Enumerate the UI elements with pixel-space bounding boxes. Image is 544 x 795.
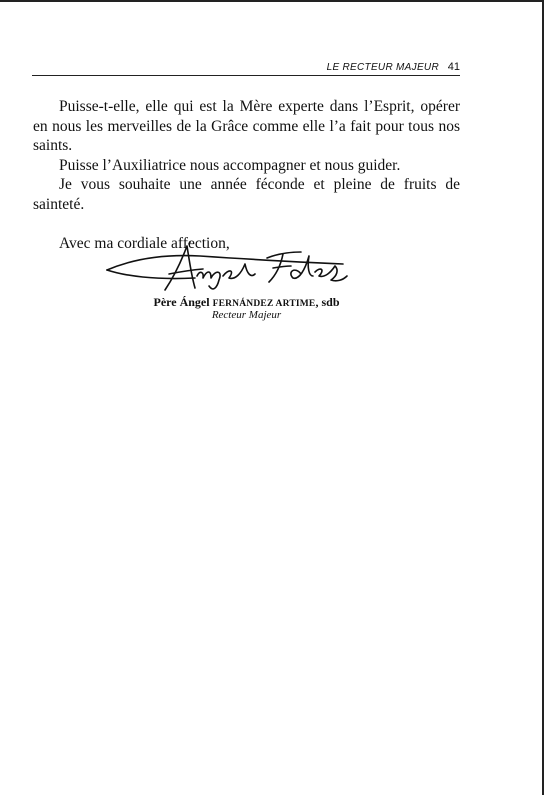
running-header-title: LE RECTEUR MAJEUR: [326, 62, 439, 73]
signatory-surname: FERNÁNDEZ ARTIME: [212, 299, 316, 309]
letter-body: [33, 97, 460, 253]
signature-image: [105, 240, 355, 300]
paragraph: Je vous souhaite une année féconde et pleine de fruits de sainteté.: [33, 176, 460, 213]
closing-line: Avec ma cordiale affection,: [59, 234, 230, 252]
page-top-edge: [0, 0, 544, 2]
page-number: 41: [447, 61, 460, 73]
handwritten-signature: [105, 240, 355, 300]
paragraph: Puisse l’Auxiliatrice nous accompagner et nous guider.: [59, 156, 401, 174]
paragraph: Puisse-t-elle, elle qui est la Mère experte dans l’Esprit, opérer en nous les merveilles de la Grâce comme elle l’a fait pour tous nos saints.: [33, 98, 460, 154]
signatory-suffix: , sdb: [315, 295, 340, 309]
running-header: [32, 61, 460, 76]
signatory-prefix: Père Ángel: [153, 295, 213, 309]
signatory-role: Recteur Majeur: [211, 309, 282, 321]
